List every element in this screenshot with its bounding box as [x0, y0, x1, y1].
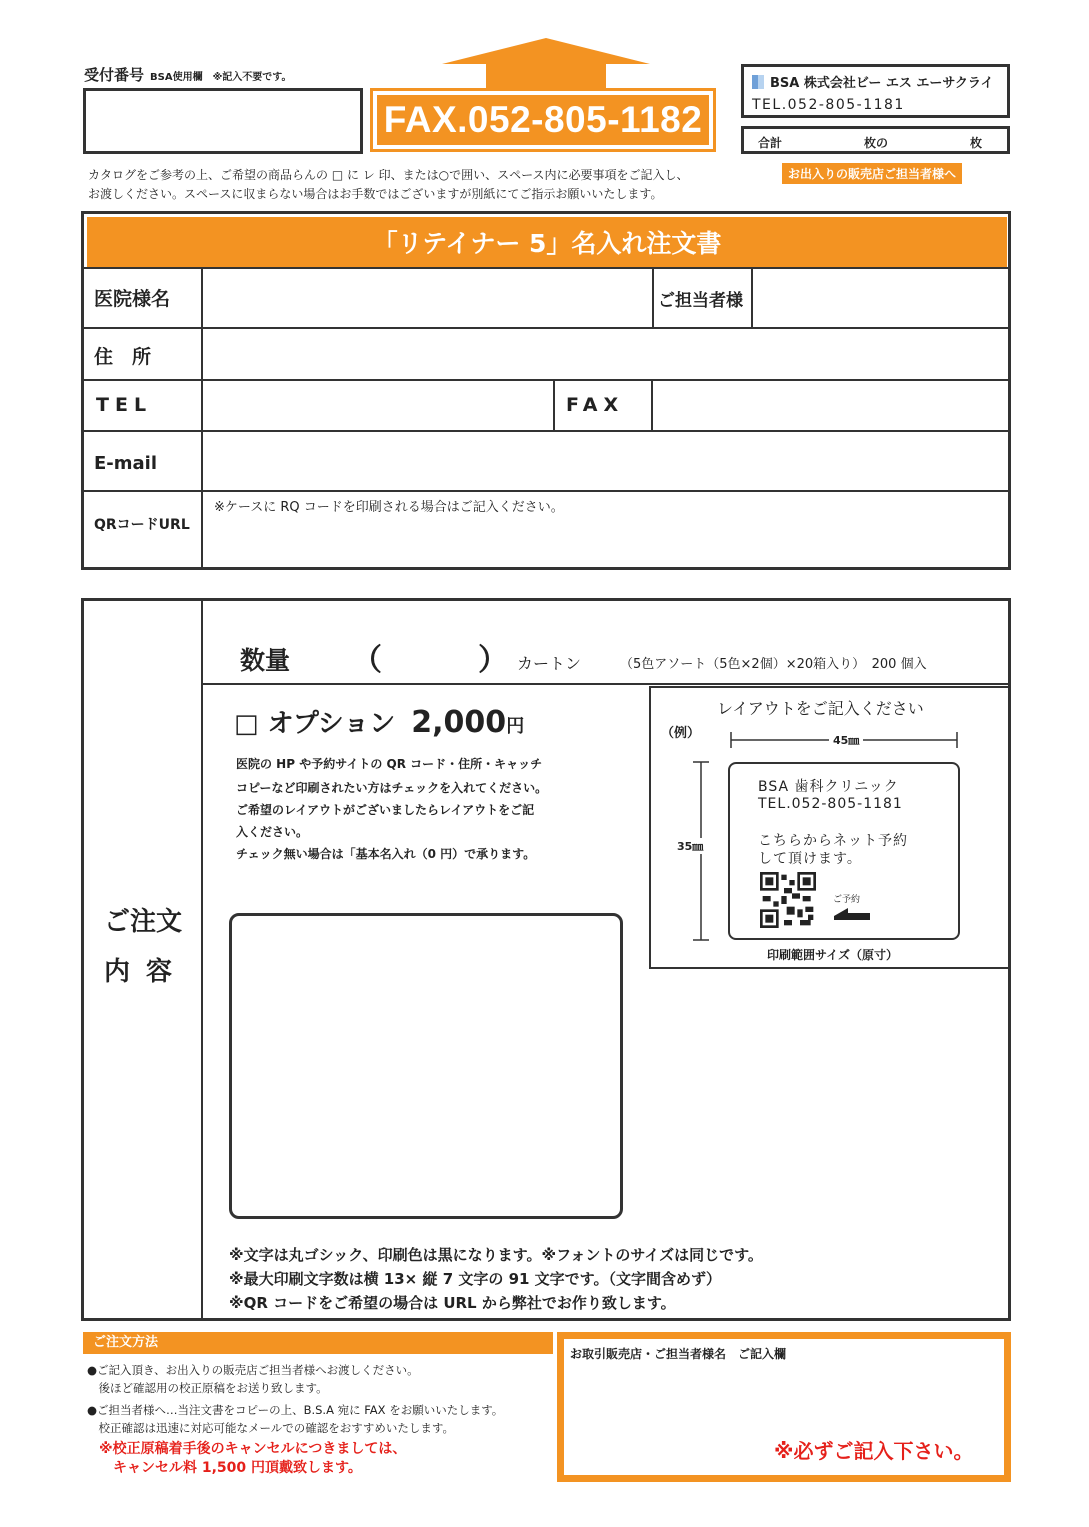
order-section-label-2: 内容: [104, 957, 189, 987]
method-line-1: ●ご記入頂き、お出入りの販売店ご担当者様へお渡しください。: [87, 1363, 419, 1377]
note-max-chars: ※最大印刷文字数は横 13× 縦 7 文字の 91 文字です。（文字間含めず）: [229, 1270, 721, 1288]
dimension-width: 45㎜: [829, 732, 863, 748]
layout-example-label: （例）: [661, 726, 701, 741]
qr-url-field[interactable]: [205, 514, 1005, 566]
option-text-1: 医院の HP や予約サイトの QR コード・住所・キャッチ: [236, 757, 543, 771]
quantity-detail: （5色アソート（5色×2個）×20箱入り） 200 個入: [620, 657, 927, 672]
quantity-input[interactable]: [384, 631, 476, 675]
sample-line-1: BSA 歯科クリニック: [758, 779, 899, 795]
fax-number: FAX.052-805-1182: [377, 95, 709, 145]
dealer-field[interactable]: [557, 1332, 1011, 1482]
company-tel: TEL.052-805-1181: [752, 97, 905, 113]
fax-label: FAX: [566, 394, 625, 416]
sheets-unit-label: 枚: [970, 136, 983, 150]
form-title: 「リテイナー 5」名入れ注文書: [87, 217, 1007, 267]
company-logo: BSA 株式会社ビー エス エーサクライ: [752, 72, 993, 91]
cancel-notice-2: キャンセル料 1,500 円頂戴致します。: [99, 1460, 362, 1476]
dealer-required-note: ※必ずご記入下さい。: [774, 1439, 974, 1463]
instruction-line-2: お渡しください。スペースに収まらない場合はお手数ではございますが別紙にてご指示お願いいたします。: [88, 187, 663, 201]
tel-field[interactable]: [205, 382, 551, 428]
order-section: [81, 598, 1011, 1321]
address-field[interactable]: [205, 330, 1005, 377]
qr-code-icon: [760, 872, 816, 928]
sheets-of-label: 枚の: [864, 136, 889, 150]
layout-drawing-area[interactable]: [229, 913, 623, 1219]
method-line-4: 校正確認は迅速に対応可能なメールでの確認をおすすめいたします。: [87, 1421, 454, 1435]
receipt-number-field[interactable]: [83, 88, 363, 154]
receipt-number-label: 受付番号 BSA使用欄 ※記入不要です。: [84, 66, 292, 84]
up-arrow-icon: [442, 38, 650, 90]
fax-number-banner: [370, 88, 716, 152]
sample-line-4: して頂けます。: [758, 851, 862, 867]
clinic-name-field[interactable]: [205, 270, 650, 325]
sample-line-3: こちらからネット予約: [758, 833, 908, 849]
qr-url-label: QRコードURL: [94, 517, 190, 533]
email-field[interactable]: [205, 433, 1005, 488]
order-method-section: [83, 1332, 553, 1484]
address-label: 住 所: [94, 346, 152, 368]
dimension-height: 35㎜: [677, 840, 704, 853]
instruction-badge: お出入りの販売店ご担当者様へ: [782, 163, 962, 184]
total-label: 合計: [758, 136, 783, 150]
option-price: 2,000: [411, 705, 507, 740]
option-checkbox[interactable]: □ オプション 2,000円: [234, 705, 525, 740]
sample-label-card: [728, 762, 960, 940]
cancel-notice-1: ※校正原稿着手後のキャンセルにつきましては、: [99, 1441, 407, 1457]
print-size-note: 印刷範囲サイズ（原寸）: [767, 948, 899, 962]
sample-arrow-note: ご予約: [833, 895, 861, 905]
note-font: ※文字は丸ゴシック、印刷色は黒になります。※フォントのサイズは同じです。: [229, 1246, 763, 1264]
order-method-title: ご注文方法: [83, 1332, 553, 1354]
note-qr: ※QR コードをご希望の場合は URL から弊社でお作り致します。: [229, 1294, 676, 1312]
method-line-2: 後ほど確認用の校正原稿をお送り致します。: [87, 1381, 328, 1395]
qr-url-note: ※ケースに RQ コードを印刷される場合はご記入ください。: [214, 500, 564, 515]
tel-label: TEL: [96, 394, 153, 416]
total-sheets-field[interactable]: [741, 126, 1010, 154]
fax-field[interactable]: [655, 382, 1005, 428]
contact-label: ご担当者様: [658, 291, 743, 311]
instruction-line-1: カタログをご参考の上、ご希望の商品らんの □ に レ 印、または○で囲い、スペース内に必要事項をご記入し、: [88, 168, 689, 182]
option-text-2: コピーなど印刷されたい方はチェックを入れてください。: [236, 781, 548, 795]
layout-example-box: [649, 686, 1008, 969]
option-text-5: チェック無い場合は「基本名入れ（0 円）で承ります。: [236, 847, 536, 861]
clinic-name-label: 医院様名: [94, 288, 171, 310]
option-text-3: ご希望のレイアウトがございましたらレイアウトをご記: [236, 803, 535, 817]
order-section-label-1: ご注文: [104, 907, 183, 937]
contact-field[interactable]: [755, 270, 1005, 325]
layout-title: レイアウトをご記入ください: [717, 699, 924, 718]
quantity-open-paren: （: [352, 643, 382, 678]
option-text-4: 入ください。: [236, 825, 309, 839]
dealer-label: お取引販売店・ご担当者様名 ご記入欄: [570, 1347, 787, 1361]
quantity-unit: カートン: [517, 654, 582, 673]
left-arrow-icon: [834, 906, 870, 922]
company-box: [741, 64, 1010, 118]
customer-form: [81, 211, 1011, 570]
quantity-close-paren: ）: [478, 643, 508, 678]
email-label: E-mail: [94, 453, 158, 474]
bsa-logo-icon: [752, 75, 764, 89]
quantity-label: 数量: [240, 646, 291, 675]
method-line-3: ●ご担当者様へ…当注文書をコピーの上、B.S.A 宛に FAX をお願いいたします。: [87, 1403, 504, 1417]
sample-line-2: TEL.052-805-1181: [758, 796, 903, 812]
